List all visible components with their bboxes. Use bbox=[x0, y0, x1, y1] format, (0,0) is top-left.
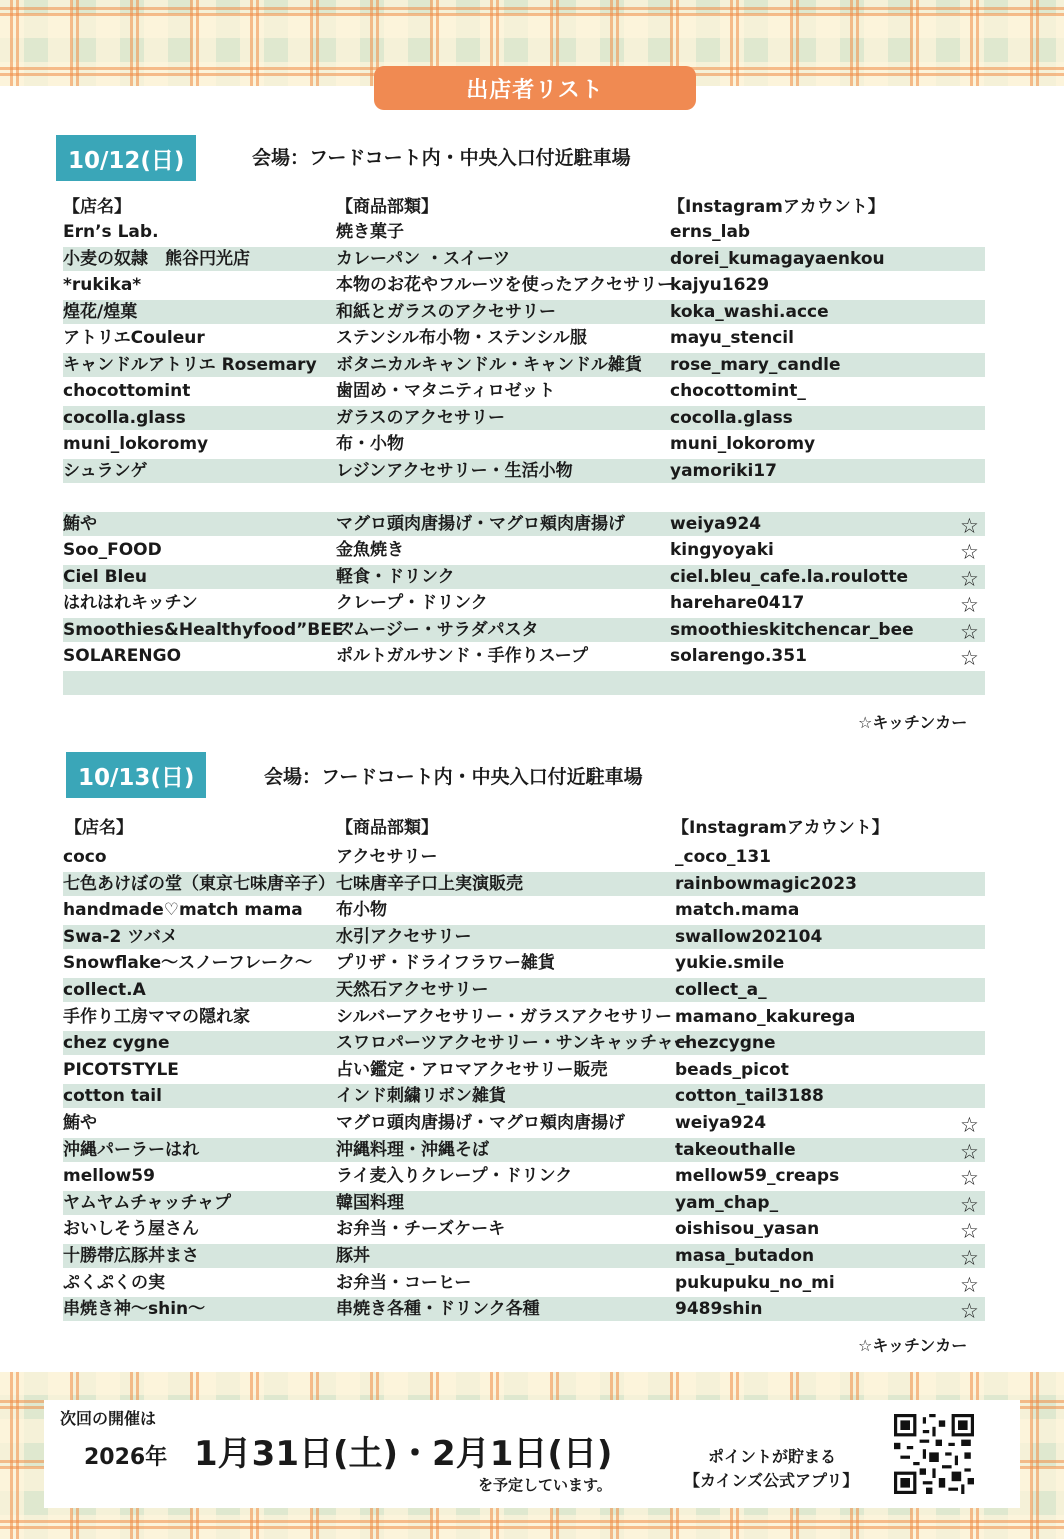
table-row bbox=[63, 951, 985, 975]
next-event-planned: を予定しています。 bbox=[478, 1476, 612, 1494]
vendor-name: シュランゲ bbox=[63, 460, 148, 481]
table-row bbox=[63, 1271, 985, 1295]
app-promo-line2: 【カインズ公式アプリ】 bbox=[684, 1471, 859, 1490]
table-row bbox=[63, 872, 985, 896]
kitchen-car-star-icon: ☆ bbox=[960, 1272, 979, 1297]
vendor-name: handmade♡match mama bbox=[63, 900, 303, 921]
vendor-item: 串焼き各種・ドリンク各種 bbox=[336, 1299, 540, 1320]
kitchen-car-star-icon: ☆ bbox=[960, 619, 979, 644]
table-row bbox=[63, 898, 985, 922]
vendor-name: はれはれキッチン bbox=[63, 593, 198, 613]
kitchen-car-star-icon: ☆ bbox=[960, 1299, 979, 1324]
vendor-instagram[interactable]: weiya924 bbox=[670, 513, 762, 534]
vendor-name: muni_lokoromy bbox=[63, 434, 209, 454]
vendor-instagram[interactable]: kingyoyaki bbox=[670, 540, 774, 560]
vendor-instagram[interactable]: erns_lab bbox=[670, 222, 751, 242]
vendor-name: 煌花/煌菓 bbox=[63, 301, 138, 322]
vendor-instagram[interactable]: 9489shin bbox=[675, 1299, 763, 1320]
vendor-name: collect.A bbox=[63, 980, 146, 1000]
vendor-name: 串焼き神〜shin〜 bbox=[63, 1299, 206, 1320]
vendor-instagram[interactable]: collect_a_ bbox=[675, 980, 767, 1000]
vendor-item: マグロ頭肉唐揚げ・マグロ頬肉唐揚げ bbox=[336, 1113, 625, 1133]
kitchen-car-star-icon: ☆ bbox=[960, 1192, 979, 1217]
table-row bbox=[63, 1297, 985, 1324]
table-row bbox=[63, 512, 985, 536]
vendor-instagram[interactable]: pukupuku_no_mi bbox=[675, 1272, 835, 1293]
day2-header-item: 【商品部類】 bbox=[336, 818, 438, 838]
vendor-item: スムージー・サラダパスタ bbox=[336, 619, 539, 640]
vendor-item: レジンアクセサリー・生活小物 bbox=[336, 460, 573, 481]
vendor-item: プリザ・ドライフラワー雑貨 bbox=[336, 953, 555, 974]
vendor-name: 十勝帯広豚丼まさ bbox=[63, 1246, 199, 1266]
vendor-name: *rukika* bbox=[63, 275, 142, 295]
vendor-instagram[interactable]: yukie.smile bbox=[675, 953, 785, 974]
vendor-instagram[interactable]: kajyu1629 bbox=[670, 275, 770, 295]
kitchen-car-star-icon: ☆ bbox=[960, 1139, 979, 1164]
vendor-item: 占い鑑定・アロマアクセサリー販売 bbox=[336, 1059, 608, 1080]
vendor-item: 和紙とガラスのアクセサリー bbox=[336, 301, 556, 322]
table-row bbox=[63, 1084, 985, 1108]
vendor-name: ぷくぷくの実 bbox=[63, 1272, 165, 1293]
vendor-name: キャンドルアトリエ Rosemary bbox=[63, 354, 317, 375]
table-row bbox=[63, 247, 985, 271]
vendor-item: 本物のお花やフルーツを使ったアクセサリー bbox=[336, 275, 675, 295]
vendor-instagram[interactable]: mayu_stencil bbox=[670, 328, 794, 348]
table-row bbox=[63, 300, 985, 324]
vendor-name: 小麦の奴隷 熊谷円光店 bbox=[63, 248, 250, 269]
page-title: 出店者リスト bbox=[374, 66, 696, 110]
table-row bbox=[63, 671, 985, 695]
table-row bbox=[63, 538, 985, 562]
vendor-name: SOLARENGO bbox=[63, 646, 182, 666]
vendor-name: Soo_FOOD bbox=[63, 540, 162, 560]
table-row bbox=[63, 1191, 985, 1215]
table-row bbox=[63, 353, 985, 377]
day2-date-badge: 10/13(日) bbox=[66, 752, 206, 798]
table-row bbox=[63, 925, 985, 949]
vendor-name: Smoothies&Healthyfood”BEE” bbox=[63, 619, 355, 640]
vendor-name: 手作り工房ママの隠れ家 bbox=[63, 1006, 250, 1027]
table-row bbox=[63, 1031, 985, 1055]
vendor-name: 鮪や bbox=[63, 1113, 97, 1133]
day1-kitchen-car-note: ☆キッチンカー bbox=[858, 713, 968, 732]
kitchen-car-star-icon: ☆ bbox=[960, 566, 979, 591]
vendor-item: 沖縄料理・沖縄そば bbox=[336, 1139, 489, 1160]
vendor-item: 金魚焼き bbox=[336, 540, 404, 560]
table-row bbox=[63, 406, 985, 430]
table-row bbox=[63, 220, 985, 244]
day2-header-name: 【店名】 bbox=[65, 818, 133, 838]
vendor-item: 天然石アクセサリー bbox=[336, 980, 489, 1000]
table-row bbox=[63, 644, 985, 668]
vendor-instagram[interactable]: rainbowmagic2023 bbox=[675, 873, 857, 894]
table-row bbox=[63, 273, 985, 297]
vendor-name: ヤムヤムチャッチャプ bbox=[63, 1192, 231, 1213]
table-row bbox=[63, 459, 985, 483]
table-row bbox=[63, 1111, 985, 1135]
vendor-name: 七色あけぼの堂（東京七味唐辛子） bbox=[63, 873, 335, 894]
vendor-instagram[interactable]: _coco_131 bbox=[675, 847, 771, 867]
vendor-item: インド刺繍リボン雑貨 bbox=[336, 1086, 506, 1107]
vendor-instagram[interactable]: match.mama bbox=[675, 900, 800, 921]
table-row bbox=[63, 485, 985, 509]
vendor-instagram[interactable]: swallow202104 bbox=[675, 926, 823, 947]
vendor-name: 鮪や bbox=[63, 513, 97, 534]
table-row bbox=[63, 1138, 985, 1162]
next-event-year: 2026年 bbox=[84, 1445, 168, 1470]
vendor-name: chocottomint bbox=[63, 381, 191, 401]
kitchen-car-star-icon: ☆ bbox=[960, 513, 979, 538]
table-row bbox=[63, 1164, 985, 1191]
vendor-instagram[interactable]: mamano_kakurega bbox=[675, 1006, 856, 1027]
vendor-name: Ciel Bleu bbox=[63, 566, 147, 587]
vendor-name: PICOTSTYLE bbox=[63, 1059, 179, 1080]
vendor-instagram[interactable]: yamoriki17 bbox=[670, 460, 777, 481]
vendor-item: シルバーアクセサリー・ガラスアクセサリー bbox=[336, 1006, 673, 1027]
day1-header-item: 【商品部類】 bbox=[336, 197, 438, 217]
vendor-instagram[interactable]: rose_mary_candle bbox=[670, 354, 841, 375]
vendor-instagram[interactable]: smoothieskitchencar_bee bbox=[670, 619, 914, 640]
vendor-item: マグロ頭肉唐揚げ・マグロ頬肉唐揚げ bbox=[336, 513, 625, 534]
vendor-instagram[interactable]: solarengo.351 bbox=[670, 646, 807, 666]
kitchen-car-star-icon: ☆ bbox=[960, 646, 979, 670]
vendor-instagram[interactable]: chezcygne bbox=[675, 1033, 776, 1054]
kitchen-car-star-icon: ☆ bbox=[960, 1113, 979, 1137]
vendor-name: cocolla.glass bbox=[63, 407, 186, 428]
qr-code-icon[interactable] bbox=[894, 1414, 974, 1494]
vendor-item: カレーパン ・スイーツ bbox=[336, 248, 511, 269]
vendor-instagram[interactable]: koka_washi.acce bbox=[670, 301, 829, 322]
vendor-item: ガラスのアクセサリー bbox=[336, 407, 505, 428]
vendor-name: Snowflake〜スノーフレーク〜 bbox=[63, 953, 313, 974]
vendor-instagram[interactable]: ciel.bleu_cafe.la.roulotte bbox=[670, 566, 908, 587]
vendor-instagram[interactable]: cocolla.glass bbox=[670, 407, 793, 428]
vendor-item: 布・小物 bbox=[336, 434, 404, 454]
vendor-item: 豚丼 bbox=[336, 1246, 370, 1266]
table-row bbox=[63, 432, 985, 456]
table-row bbox=[63, 591, 985, 615]
vendor-item: 焼き菓子 bbox=[336, 222, 404, 242]
vendor-instagram[interactable]: cotton_tail3188 bbox=[675, 1086, 824, 1107]
day2-header-instagram: 【Instagramアカウント】 bbox=[672, 818, 889, 838]
vendor-item: お弁当・コーヒー bbox=[336, 1272, 472, 1293]
vendor-item: 軽食・ドリンク bbox=[336, 566, 455, 587]
kitchen-car-star-icon: ☆ bbox=[960, 540, 979, 564]
vendor-instagram[interactable]: weiya924 bbox=[675, 1113, 767, 1133]
vendor-name: coco bbox=[63, 847, 107, 867]
vendor-item: ボタニカルキャンドル・キャンドル雑貨 bbox=[336, 354, 642, 375]
kitchen-car-star-icon: ☆ bbox=[960, 1246, 979, 1270]
table-row bbox=[63, 1005, 985, 1029]
vendor-instagram[interactable]: masa_butadon bbox=[675, 1246, 815, 1266]
vendor-name: Ern’s Lab. bbox=[63, 222, 159, 242]
table-row bbox=[63, 565, 985, 589]
next-event-label: 次回の開催は bbox=[60, 1409, 157, 1428]
vendor-instagram[interactable]: harehare0417 bbox=[670, 593, 805, 613]
kitchen-car-star-icon: ☆ bbox=[960, 593, 979, 617]
vendor-instagram[interactable]: mellow59_creaps bbox=[675, 1166, 840, 1187]
vendor-instagram[interactable]: chocottomint_ bbox=[670, 381, 806, 401]
next-event-card bbox=[44, 1400, 1020, 1508]
vendor-item: 韓国料理 bbox=[336, 1192, 404, 1213]
vendor-name: cotton tail bbox=[63, 1086, 162, 1107]
kitchen-car-star-icon: ☆ bbox=[960, 1166, 979, 1191]
vendor-item: スワロパーツアクセサリー・サンキャッチャー bbox=[336, 1033, 691, 1054]
day2-venue: 会場：フードコート内・中央入口付近駐車場 bbox=[264, 766, 643, 788]
day1-header-instagram: 【Instagramアカウント】 bbox=[668, 197, 885, 217]
vendor-instagram[interactable]: muni_lokoromy bbox=[670, 434, 816, 454]
table-row bbox=[63, 1244, 985, 1268]
vendor-name: 沖縄パーラーはれ bbox=[63, 1139, 199, 1160]
vendor-item: アクセサリー bbox=[336, 847, 438, 867]
table-row bbox=[63, 978, 985, 1002]
vendor-name: mellow59 bbox=[63, 1166, 155, 1187]
vendor-item: ステンシル布小物・ステンシル服 bbox=[336, 328, 587, 348]
vendor-name: おいしそう屋さん bbox=[63, 1219, 199, 1240]
kitchen-car-star-icon: ☆ bbox=[960, 1219, 979, 1244]
day1-venue: 会場：フードコート内・中央入口付近駐車場 bbox=[252, 147, 631, 169]
vendor-item: 七味唐辛子口上実演販売 bbox=[336, 873, 523, 894]
table-row bbox=[63, 618, 985, 642]
vendor-item: 水引アクセサリー bbox=[336, 926, 472, 947]
table-row bbox=[63, 1217, 985, 1244]
table-row bbox=[63, 845, 985, 869]
table-row bbox=[63, 1058, 985, 1082]
vendor-instagram[interactable]: beads_picot bbox=[675, 1059, 789, 1080]
vendor-item: 布小物 bbox=[336, 900, 387, 921]
next-event-dates: 1月31日(土)・2月1日(日) bbox=[194, 1434, 613, 1474]
vendor-name: chez cygne bbox=[63, 1033, 170, 1054]
vendor-instagram[interactable]: dorei_kumagayaenkou bbox=[670, 248, 885, 269]
vendor-item: ポルトガルサンド・手作りスープ bbox=[336, 646, 588, 666]
vendor-instagram[interactable]: takeouthalle bbox=[675, 1139, 796, 1160]
day1-date-badge: 10/12(日) bbox=[56, 135, 196, 181]
vendor-item: お弁当・チーズケーキ bbox=[336, 1219, 506, 1240]
table-row bbox=[63, 326, 985, 350]
app-promo-line1: ポイントが貯まる bbox=[708, 1447, 837, 1466]
vendor-instagram[interactable]: oishisou_yasan bbox=[675, 1219, 820, 1240]
vendor-name: Swa-2 ツバメ bbox=[63, 926, 178, 947]
vendor-item: クレープ・ドリンク bbox=[336, 593, 488, 613]
vendor-name: アトリエCouleur bbox=[63, 328, 205, 348]
vendor-item: 歯固め・マタニティロゼット bbox=[336, 381, 556, 401]
day1-header-name: 【店名】 bbox=[63, 197, 131, 217]
vendor-item: ライ麦入りクレープ・ドリンク bbox=[336, 1166, 573, 1187]
table-row bbox=[63, 379, 985, 403]
vendor-instagram[interactable]: yam_chap_ bbox=[675, 1192, 779, 1213]
day2-kitchen-car-note: ☆キッチンカー bbox=[858, 1336, 968, 1355]
